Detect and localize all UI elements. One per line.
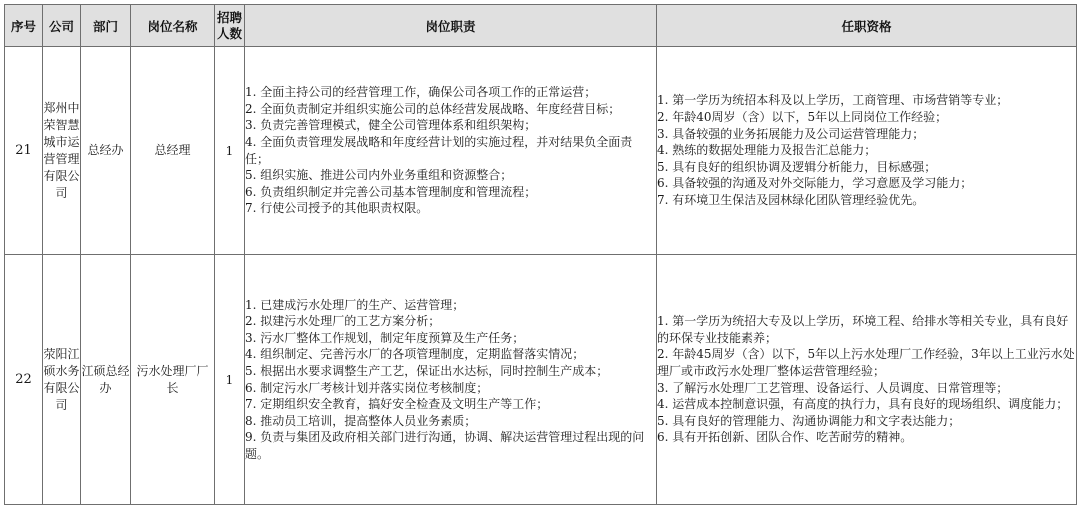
requirement-item: 3. 了解污水处理厂工艺管理、设备运行、人员调度、日常管理等； xyxy=(657,380,1009,395)
requirement-item: 4. 运营成本控制意识强，有高度的执行力，具有良好的现场组织、调度能力； xyxy=(657,397,1069,412)
table-row xyxy=(5,255,1077,505)
header-headcount xyxy=(215,5,245,47)
requirement-item: 2. 年龄45周岁（含）以下，5年以上污水处理厂工作经验，3年以上工业污水处理厂或市政污水处理厂整体运营管理经验； xyxy=(657,347,1075,378)
duty-item: 1. 全面主持公司的经营管理工作，确保公司各项工作的正常运营； xyxy=(245,85,597,100)
requirements-cell xyxy=(657,255,1077,505)
duty-item: 4. 组织制定、完善污水厂的各项管理制度，定期监督落实情况； xyxy=(245,347,585,362)
header-company: 公司 xyxy=(43,5,81,47)
header-row xyxy=(5,5,1077,47)
duty-item: 3. 污水厂整体工作规划，制定年度预算及生产任务； xyxy=(245,330,525,345)
duty-item: 7. 行使公司授予的其他职责权限。 xyxy=(245,201,429,216)
company-name: 郑州中荣智慧城市运营管理有限公司 xyxy=(43,47,81,255)
requirement-item: 1. 第一学历为统招本科及以上学历，工商管理、市场营销等专业； xyxy=(657,93,1009,108)
requirement-item: 6. 具备较强的沟通及对外交际能力，学习意愿及学习能力； xyxy=(657,176,973,191)
department: 总经办 xyxy=(81,47,131,255)
duty-item: 1. 已建成污水处理厂的生产、运营管理； xyxy=(245,297,465,312)
duty-item: 2. 拟建污水处理厂的工艺方案分析； xyxy=(245,314,441,329)
duty-item: 8. 推动员工培训，提高整体人员业务素质； xyxy=(245,413,477,428)
duties-cell xyxy=(245,47,657,255)
requirement-item: 5. 具有良好的组织协调及逻辑分析能力，目标感强； xyxy=(657,159,937,174)
row-number: 22 xyxy=(5,255,43,505)
headcount: 1 xyxy=(215,47,245,255)
header-position: 岗位名称 xyxy=(131,5,215,47)
header-requirements: 任职资格 xyxy=(657,5,1077,47)
header-headcount-line2: 人数 xyxy=(216,25,242,41)
duty-item: 6. 制定污水厂考核计划并落实岗位考核制度； xyxy=(245,380,489,395)
requirement-item: 6. 具有开拓创新、团队合作、吃苦耐劳的精神。 xyxy=(657,430,913,445)
requirement-item: 5. 具有良好的管理能力、沟通协调能力和文字表达能力； xyxy=(657,413,961,428)
duty-item: 5. 组织实施、推进公司内外业务重组和资源整合； xyxy=(245,168,513,183)
headcount: 1 xyxy=(215,255,245,505)
requirement-item: 3. 具备较强的业务拓展能力及公司运营管理能力； xyxy=(657,126,925,141)
requirement-item: 2. 年龄40周岁（含）以下，5年以上同岗位工作经验； xyxy=(657,110,948,125)
duty-item: 3. 负责完善管理模式，健全公司管理体系和组织架构； xyxy=(245,118,537,133)
requirement-item: 7. 有环境卫生保洁及园林绿化团队管理经验优先。 xyxy=(657,192,925,207)
company-name: 荥阳江硕水务有限公司 xyxy=(43,255,81,505)
requirement-item: 1. 第一学历为统招大专及以上学历，环境工程、给排水等相关专业，具有良好的环保专业技能素养； xyxy=(657,314,1069,345)
position-title: 总经理 xyxy=(131,47,215,255)
duty-item: 4. 全面负责管理发展战略和年度经营计划的实施过程，并对结果负全面责任； xyxy=(245,134,633,166)
table-row xyxy=(5,47,1077,255)
requirement-item: 4. 熟练的数据处理能力及报告汇总能力； xyxy=(657,143,877,158)
recruitment-table xyxy=(4,4,1077,505)
requirements-cell xyxy=(657,47,1077,255)
row-number: 21 xyxy=(5,47,43,255)
duty-item: 2. 全面负责制定并组织实施公司的总体经营发展战略、年度经营目标； xyxy=(245,101,621,116)
duty-item: 7. 定期组织安全教育，搞好安全检查及文明生产等工作； xyxy=(245,397,549,412)
duties-cell xyxy=(245,255,657,505)
header-headcount-line1: 招聘 xyxy=(216,9,242,25)
duty-item: 6. 负责组织制定并完善公司基本管理制度和管理流程； xyxy=(245,184,537,199)
header-duties: 岗位职责 xyxy=(245,5,657,47)
duty-item: 9. 负责与集团及政府相关部门进行沟通，协调、解决运营管理过程出现的问题。 xyxy=(245,430,645,461)
position-title: 污水处理厂厂长 xyxy=(131,255,215,505)
department: 江硕总经办 xyxy=(81,255,131,505)
duty-item: 5. 根据出水要求调整生产工艺，保证出水达标，同时控制生产成本； xyxy=(245,363,609,378)
header-no: 序号 xyxy=(5,5,43,47)
header-dept: 部门 xyxy=(81,5,131,47)
